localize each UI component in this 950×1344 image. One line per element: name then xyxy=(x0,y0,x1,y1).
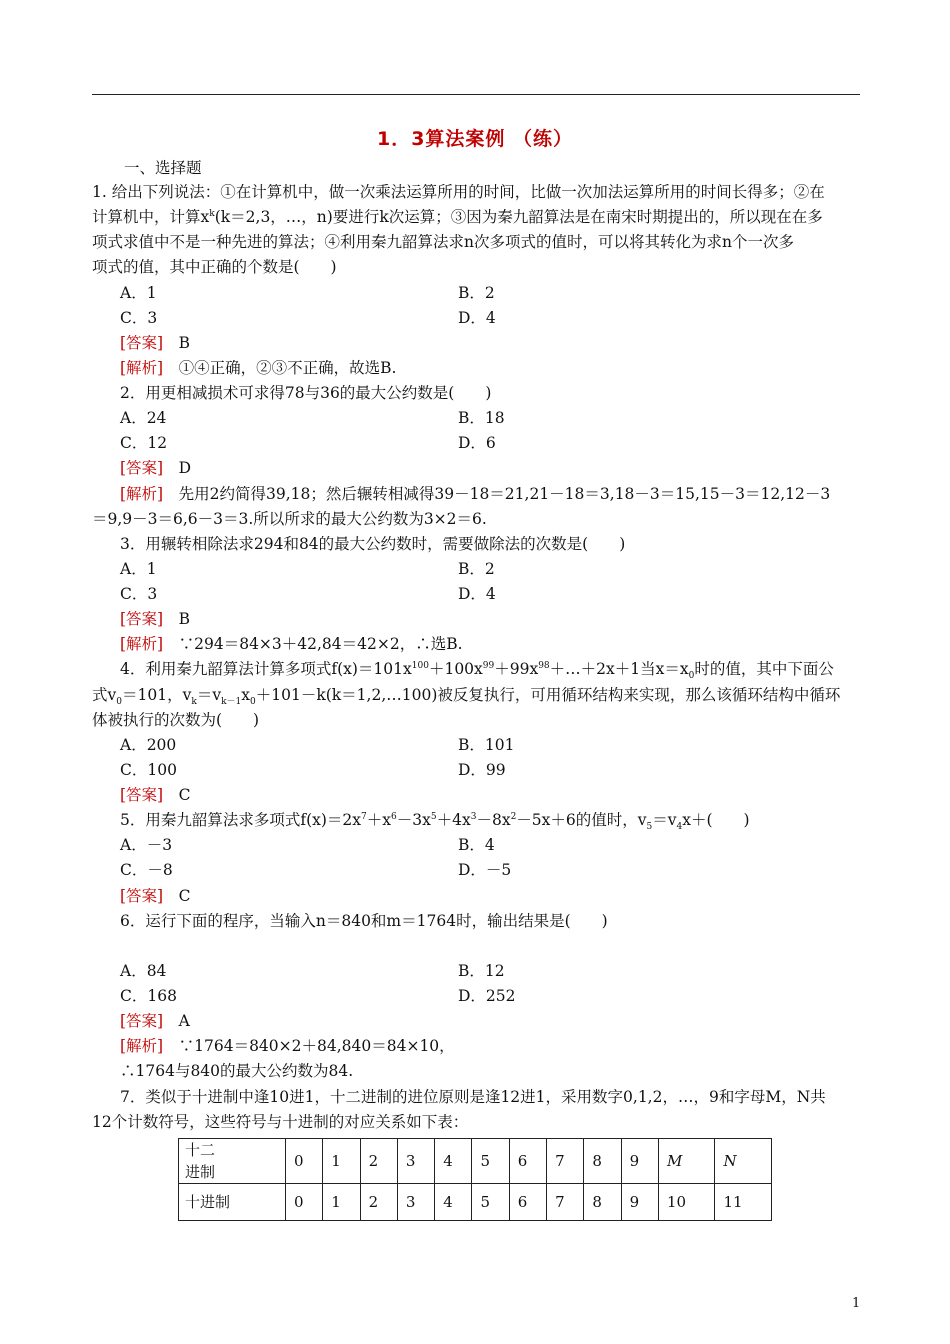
q1-analysis: [解析] ①④正确，②③不正确，故选B. xyxy=(120,359,397,377)
q6-option-c: C．168 xyxy=(120,987,177,1005)
table-cell: 2 xyxy=(360,1139,397,1184)
q6-option-b: B．12 xyxy=(458,962,505,980)
q1-answer: [答案] B xyxy=(120,334,191,352)
table-cell: 5 xyxy=(472,1139,509,1184)
q2-option-a: A．24 xyxy=(120,409,167,427)
q1-line3: 项式求值中不是一种先进的算法；④利用秦九韶算法求n次多项式的值时，可以将其转化为求n个一次多 xyxy=(92,233,794,251)
q4-option-b: B．101 xyxy=(458,736,515,754)
q1-line2: 计算机中，计算$x^k(k=2,3$，…，n)要进行k次运算；③因为秦九韶算法是在南宋时期提出的，所以现在在多 xyxy=(92,208,823,226)
table-row xyxy=(179,1184,772,1221)
q3-option-b: B．2 xyxy=(458,560,495,578)
q3-option-a: A．1 xyxy=(120,560,157,578)
q3-answer: [答案] B xyxy=(120,610,191,628)
q2-option-c: C．12 xyxy=(120,434,168,452)
table-cell: 11 xyxy=(715,1184,772,1221)
table-cell: 5 xyxy=(472,1184,509,1221)
q7-line1: 7．类似于十进制中逢10进1，十二进制的进位原则是逢12进1，采用数字0,1,2，…，9和字母M，N共 xyxy=(120,1088,826,1106)
table-cell: 4 xyxy=(435,1139,472,1184)
q2-stem: 2．用更相减损术可求得78与36的最大公约数是( ) xyxy=(120,384,492,402)
page-title: 1．3算法案例 （练） xyxy=(376,128,574,150)
q4-line3: 体被执行的次数为( ) xyxy=(92,711,260,729)
table-cell: 8 xyxy=(584,1184,621,1221)
q3-option-d: D．4 xyxy=(458,585,496,603)
q1-option-a: A．1 xyxy=(120,284,157,302)
q1-option-c: C．3 xyxy=(120,309,158,327)
q5-option-b: B．4 xyxy=(458,836,495,854)
q1-option-d: D．4 xyxy=(458,309,496,327)
q1-line1: 1. 给出下列说法：①在计算机中，做一次乘法运算所用的时间，比做一次加法运算所用的时间长得多；②在 xyxy=(92,183,825,201)
table-cell: 0 xyxy=(286,1139,323,1184)
q5-stem: 5．用秦九韶算法求多项式$f(x)=2x^7+x^6-3x^5+4x^3-8x^2-5x+6$的值时，$v_5=v_4x+$( ) xyxy=(120,811,750,833)
table-cell: 6 xyxy=(509,1184,546,1221)
q4-line2: 式$v_0=101$，$v_k=v_{k-1}x_0+101-k(k=1,2,\dots 100)$被反复执行，可用循环结构来实现，那么该循环结构中循环 xyxy=(92,686,841,708)
q6-stem: 6．运行下面的程序，当输入n＝840和m＝1764时，输出结果是( ) xyxy=(120,912,608,930)
table-row-header: 十进制 xyxy=(179,1184,286,1221)
q4-answer: [答案] C xyxy=(120,786,191,804)
q6-option-a: A．84 xyxy=(120,962,167,980)
table-cell: 0 xyxy=(286,1184,323,1221)
table-cell: 9 xyxy=(621,1139,658,1184)
q6-option-d: D．252 xyxy=(458,987,516,1005)
q5-option-c: C．－8 xyxy=(120,861,173,879)
table-row xyxy=(179,1139,772,1184)
table-row-header: 十二 进制 xyxy=(179,1139,286,1184)
table-cell: 9 xyxy=(621,1184,658,1221)
table-cell: 3 xyxy=(397,1139,434,1184)
q5-answer: [答案] C xyxy=(120,887,191,905)
radix-table xyxy=(178,1138,772,1221)
table-cell: 10 xyxy=(658,1184,714,1221)
q5-option-d: D．－5 xyxy=(458,861,512,879)
q4-line1: 4．利用秦九韶算法计算多项式$f(x)=101x^{100}+100x^{99}+99x^{98}+\dots+2x+1$当$x=x_0$时的值，其中下面公 xyxy=(120,660,834,682)
q2-option-d: D．6 xyxy=(458,434,496,452)
q3-stem: 3．用辗转相除法求294和84的最大公约数时，需要做除法的次数是( ) xyxy=(120,535,626,553)
q4-option-d: D．99 xyxy=(458,761,506,779)
q4-option-c: C．100 xyxy=(120,761,177,779)
table-cell: 4 xyxy=(435,1184,472,1221)
q1-line4: 项式的值，其中正确的个数是( ) xyxy=(92,258,337,276)
q6-analysis-line1: [解析] ∵1764＝840×2＋84,840＝84×10， xyxy=(120,1037,455,1055)
q7-line2: 12个计数符号，这些符号与十进制的对应关系如下表： xyxy=(92,1113,469,1131)
q3-analysis: [解析] ∵294＝84×3＋42,84＝42×2，∴选B. xyxy=(120,635,463,653)
table-cell: 1 xyxy=(323,1139,360,1184)
table-cell: 2 xyxy=(360,1184,397,1221)
q6-analysis-line2: ∴1764与840的最大公约数为84. xyxy=(120,1062,354,1080)
table-cell: 3 xyxy=(397,1184,434,1221)
q1-option-b: B．2 xyxy=(458,284,495,302)
table-cell: M xyxy=(658,1139,714,1184)
table-cell: 6 xyxy=(509,1139,546,1184)
q5-option-a: A．－3 xyxy=(120,836,173,854)
q3-option-c: C．3 xyxy=(120,585,158,603)
q2-answer: [答案] D xyxy=(120,459,192,477)
q6-answer: [答案] A xyxy=(120,1012,190,1030)
page-number: 1 xyxy=(852,1296,861,1311)
table-cell: 7 xyxy=(547,1184,584,1221)
q2-analysis-line1: [解析] 先用2约简得39,18；然后辗转相减得39－18＝21,21－18＝3,18－3＝15,15－3＝12,12－3 xyxy=(120,485,831,503)
section-heading: 一、选择题 xyxy=(124,159,202,177)
q2-analysis-line2: ＝9,9－3＝6,6－3＝3.所以所求的最大公约数为3×2＝6. xyxy=(92,510,487,528)
table-cell: 7 xyxy=(547,1139,584,1184)
table-cell: N xyxy=(715,1139,772,1184)
table-cell: 1 xyxy=(323,1184,360,1221)
header-rule xyxy=(92,94,860,95)
table-cell: 8 xyxy=(584,1139,621,1184)
q2-option-b: B．18 xyxy=(458,409,505,427)
q4-option-a: A．200 xyxy=(120,736,177,754)
